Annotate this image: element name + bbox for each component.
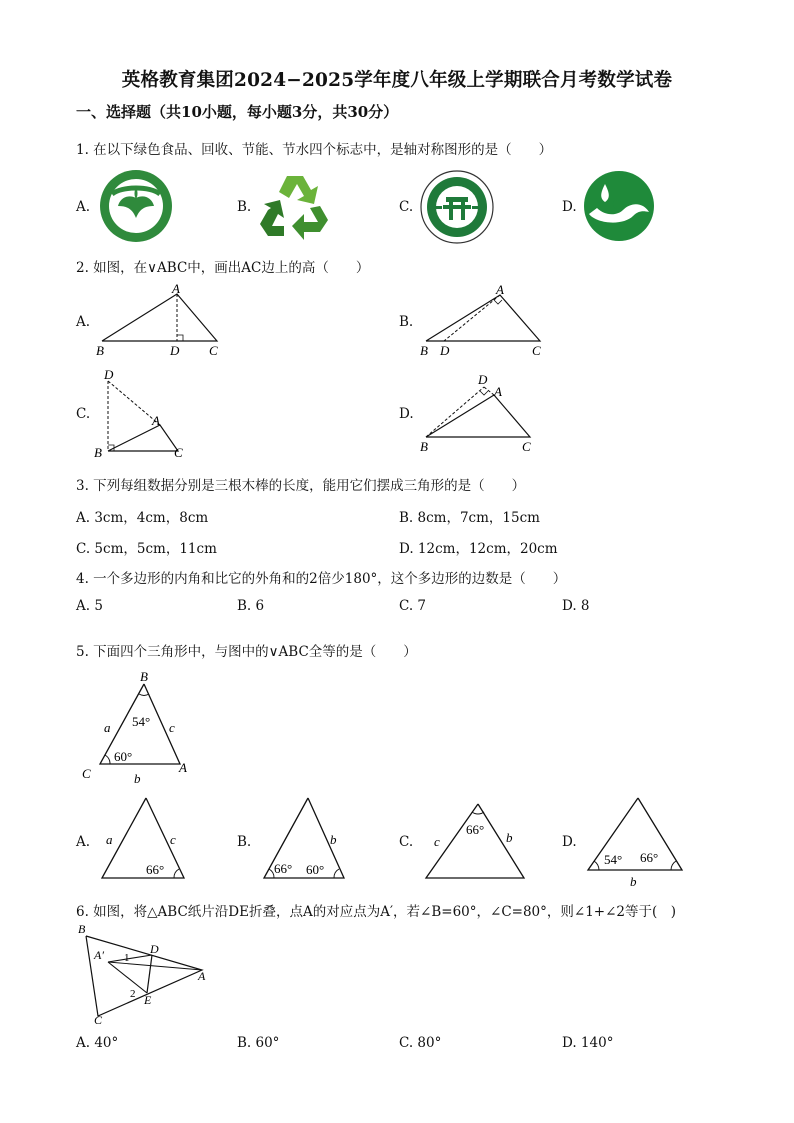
q6-label-e: E [144,993,152,1007]
q6-stem: 6. 如图，将△ABC纸片沿DE折叠，点A的对应点为A′，若∠B=60°，∠C=80°，则∠1+∠2等于( ) [76,904,677,920]
q5d-side-b: b [630,874,637,889]
q5-ref-label-b: B [140,669,148,684]
q4-stem: 4. 一个多边形的内角和比它的外角和的2倍少180°，这个多边形的边数是（ ） [76,571,567,587]
q5-option-c-triangle [420,798,530,884]
q6-label-a: A [198,969,206,983]
q4-option-d: D. 8 [562,598,590,614]
q6-fold-figure [72,920,212,1030]
q2-figure-c [90,365,200,461]
q2a-label-b: B [96,343,104,358]
q2-option-d-label: D. [399,406,414,422]
q2c-label-c: C [174,445,183,460]
q5-ref-angle-c: 60° [114,749,133,764]
q3-option-b: B. 8cm，7cm，15cm [399,510,540,526]
q2-figure-b [416,280,556,362]
q4-option-c: C. 7 [399,598,427,614]
q5-stem: 5. 下面四个三角形中，与图中的∨ABC全等的是（ ） [76,644,417,660]
q5-option-a-label: A. [76,834,91,850]
q4-option-a: A. 5 [76,598,103,614]
q5c-angle: 66° [466,822,485,837]
q5-ref-side-b: b [134,771,141,786]
q2-stem: 2. 如图，在∨ABC中，画出AC边上的高（ ） [76,260,370,276]
q1-option-b-label: B. [237,199,252,215]
q5-option-c-label: C. [399,834,414,850]
q6-option-b: B. 60° [237,1035,280,1051]
q6-option-a: A. 40° [76,1035,119,1051]
energy-saving-logo-icon [419,169,495,245]
q5-ref-label-c: C [82,766,91,781]
q2d-label-b: B [420,439,428,454]
q6-option-d: D. 140° [562,1035,614,1051]
q5-option-d-label: D. [562,834,577,850]
q5a-angle: 66° [146,862,165,877]
q6-label-angle-2: 2 [130,988,136,1000]
q2a-label-d: D [170,343,180,358]
q1-option-d-label: D. [562,199,577,215]
q6-label-c: C [94,1013,103,1027]
q2-option-b-label: B. [399,314,414,330]
q2d-label-d: D [478,372,488,387]
q5d-angle-2: 66° [640,850,659,865]
q2d-label-a: A [494,384,502,399]
q2-option-c-label: C. [76,406,91,422]
green-food-logo-icon [98,168,174,244]
q5b-side-b: b [330,832,337,847]
q5-ref-side-a: a [104,720,111,735]
q5-ref-angle-b: 54° [132,714,151,729]
q2a-label-c: C [209,343,218,358]
q3-option-d: D. 12cm，12cm，20cm [399,541,558,557]
q2-figure-d [414,365,544,457]
q5-ref-side-c: c [169,720,175,735]
page-title: 英格教育集团2024−2025学年度八年级上学期联合月考数学试卷 [121,70,673,91]
q2b-label-b: B [420,343,428,358]
q1-stem: 1. 在以下绿色食品、回收、节能、节水四个标志中，是轴对称图形的是（ ） [76,142,553,158]
q2d-label-c: C [522,439,531,454]
q1-option-a-label: A. [76,199,91,215]
q6-option-c: C. 80° [399,1035,442,1051]
q4-option-b: B. 6 [237,598,265,614]
q6-label-a-prime: A′ [94,948,104,962]
q1-option-c-label: C. [399,199,414,215]
q5a-side-a: a [106,832,113,847]
section-heading: 一、选择题（共10小题，每小题3分，共30分） [76,103,399,121]
q2c-label-a: A [152,413,160,428]
q2a-label-a: A [172,281,180,296]
q2-option-a-label: A. [76,314,91,330]
q6-label-b: B [78,922,86,936]
q5-option-b-label: B. [237,834,252,850]
q3-option-c: C. 5cm，5cm，11cm [76,541,217,557]
q5a-side-c: c [170,832,176,847]
q5c-side-c: c [434,834,440,849]
q6-label-angle-1: 1 [124,952,130,964]
q2b-label-d: D [440,343,450,358]
q5b-angle-1: 66° [274,861,293,876]
q3-option-a: A. 3cm，4cm，8cm [76,510,209,526]
q2-figure-a [92,280,232,362]
recycle-logo-icon [258,170,332,242]
q5-reference-triangle [78,666,198,786]
q2b-label-a: A [496,282,504,297]
q5-option-b-triangle [258,794,358,884]
q5c-side-b: b [506,830,513,845]
q5-ref-label-a: A [179,760,187,775]
water-saving-logo-icon [583,170,655,242]
q5-option-a-triangle [96,794,192,884]
q2c-label-d: D [104,367,114,382]
q5-option-d-triangle [582,794,690,890]
q6-label-d: D [150,942,159,956]
q2b-label-c: C [532,343,541,358]
q2c-label-b: B [94,445,102,460]
q3-stem: 3. 下列每组数据分别是三根木棒的长度，能用它们摆成三角形的是（ ） [76,478,526,494]
q5d-angle-1: 54° [604,852,623,867]
q5b-angle-2: 60° [306,862,325,877]
